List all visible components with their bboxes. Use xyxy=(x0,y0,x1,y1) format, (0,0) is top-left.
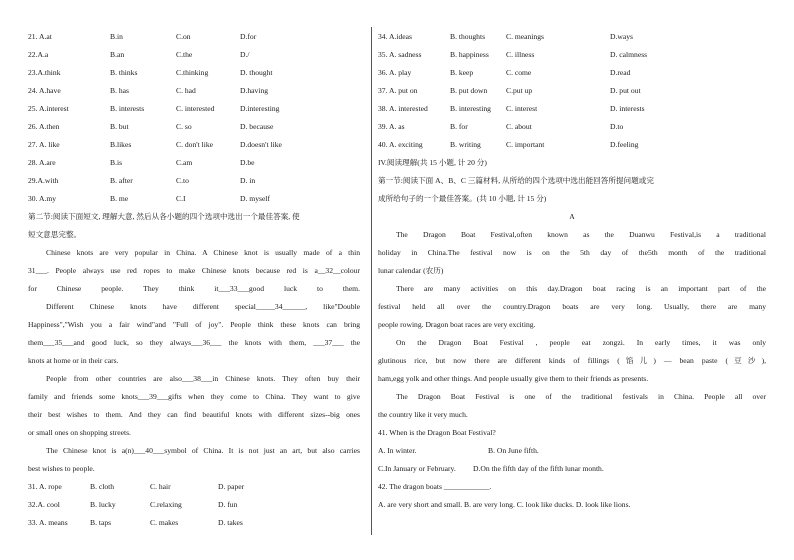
option-a: 21. A.at xyxy=(28,32,52,41)
section2-instruction-line1: 第二节:阅读下面短文, 理解大意, 然后从各小题的四个选项中选出一个最佳答案, 使 xyxy=(28,212,300,221)
option-c: C. had xyxy=(176,86,196,95)
passage-line: festival held all over the country.Dragon boats are very long. Usually, there are many xyxy=(378,302,766,311)
passage-line: knots at home or in their cars. xyxy=(28,356,119,365)
option-b: B. after xyxy=(110,176,133,185)
option-c: C. don't like xyxy=(176,140,214,149)
option-c: C.thinking xyxy=(176,68,209,77)
option-b: B.in xyxy=(110,32,123,41)
passage-line: people rowing. Dragon boat races are very exciting. xyxy=(378,320,536,329)
question-42: 42. The dragon boats ____________. xyxy=(378,482,492,491)
option-d: D. paper xyxy=(218,482,245,491)
passage-line: glutinous rice, but now there are different kinds of fillings (馅儿) — bean paste (豆沙), xyxy=(378,356,766,365)
option-b: B.an xyxy=(110,50,125,59)
q41-option-b: B. On June fifth. xyxy=(488,446,539,455)
column-divider xyxy=(371,27,372,535)
option-row xyxy=(378,28,766,46)
q41-option-a: A. In winter. xyxy=(378,446,417,455)
dragon-boat-passage xyxy=(378,226,766,424)
option-row xyxy=(378,118,766,136)
passage-line: holiday in China.The festival now is on the 5th day of the5th month of the traditional xyxy=(378,248,766,257)
option-row xyxy=(28,100,360,118)
passage-line: ham,egg yolk and other things. And people usually give them to their friends as presents. xyxy=(378,374,649,383)
left-column xyxy=(28,28,360,532)
option-row xyxy=(28,478,360,496)
passage-label: A xyxy=(569,212,575,221)
option-c: C. meanings xyxy=(506,32,544,41)
passage-line: There are many activities on this day.Dragon boat racing is an important part of the xyxy=(396,284,766,293)
option-d: D. calmness xyxy=(610,50,648,59)
option-b: B. interests xyxy=(110,104,145,113)
option-a: 37. A. put on xyxy=(378,86,418,95)
option-d: D. interests xyxy=(610,104,645,113)
option-row xyxy=(378,100,766,118)
question-42-options: A. are very short and small. B. are very long. C. look like ducks. D. look like lions. xyxy=(378,500,631,509)
option-row xyxy=(28,190,360,208)
passage-line: The Dragon Boat Festival is one of the traditional festivals in China. People all over xyxy=(396,392,766,401)
option-row xyxy=(28,136,360,154)
passage-line: Different Chinese knots have different special_____34______, like"Double xyxy=(46,302,360,311)
option-a: 33. A. means xyxy=(28,518,68,527)
options-21-30 xyxy=(28,28,360,208)
option-c: C. illness xyxy=(506,50,535,59)
passage-line: 31___. People always use red ropes to make Chinese knots because red is a__32__colour xyxy=(28,266,360,275)
passage-line: The Dragon Boat Festival,often known as the Duanwu Festival,is a traditional xyxy=(396,230,766,239)
passage-line: People from other countries are also___38___in Chinese knots. They often buy their xyxy=(46,374,360,383)
passage-line: or small ones on shopping streets. xyxy=(28,428,131,437)
option-a: 30. A.my xyxy=(28,194,57,203)
option-b: B. put down xyxy=(450,86,488,95)
option-b: B. me xyxy=(110,194,129,203)
option-a: 39. A. as xyxy=(378,122,405,131)
option-row xyxy=(28,46,360,64)
option-row xyxy=(378,46,766,64)
option-d: D.interesting xyxy=(240,104,280,113)
passage-line: family and friends some knots___39___gifts when they come to China. They want to give xyxy=(28,392,360,401)
option-b: B.is xyxy=(110,158,123,167)
option-c: C. so xyxy=(176,122,192,131)
section4-instruction-line1: 第一节:阅读下面 A、B、C 三篇材料, 从所给的四个选项中选出能回答所提问题或完 xyxy=(378,176,654,185)
option-c: C. interested xyxy=(176,104,215,113)
option-b: B. thoughts xyxy=(450,32,486,41)
option-a: 26. A.then xyxy=(28,122,60,131)
question-41: 41. When is the Dragon Boat Festival? xyxy=(378,428,496,437)
passage-line: the country like it very much. xyxy=(378,410,468,419)
section2-instruction-line2: 短文意思完整。 xyxy=(28,230,82,239)
option-row xyxy=(378,64,766,82)
option-c: C. important xyxy=(506,140,545,149)
option-row xyxy=(28,118,360,136)
option-d: D.having xyxy=(240,86,269,95)
option-c: C. come xyxy=(506,68,532,77)
option-d: D. in xyxy=(240,176,256,185)
option-b: B. has xyxy=(110,86,129,95)
passage-line: for Chinese people. They think it___33___good luck to them. xyxy=(28,284,360,293)
option-row xyxy=(28,28,360,46)
option-c: C. makes xyxy=(150,518,179,527)
option-row xyxy=(28,514,360,532)
option-d: D. because xyxy=(240,122,274,131)
option-b: B. writing xyxy=(450,140,481,149)
option-c: C.the xyxy=(176,50,193,59)
option-row xyxy=(28,64,360,82)
option-c: C.put up xyxy=(506,86,533,95)
option-c: C. hair xyxy=(150,482,171,491)
option-d: D.be xyxy=(240,158,255,167)
option-c: C.am xyxy=(176,158,193,167)
option-c: C.on xyxy=(176,32,191,41)
passage-line: lunar calendar (农历) xyxy=(378,266,444,275)
option-c: C.I xyxy=(176,194,186,203)
option-b: B. thinks xyxy=(110,68,138,77)
passage-line: The Chinese knot is a(n)___40___symbol of China. It is not just an art, but also carries xyxy=(46,446,360,455)
option-d: D.read xyxy=(610,68,631,77)
option-a: 24. A.have xyxy=(28,86,61,95)
option-a: 35. A. sadness xyxy=(378,50,422,59)
passage-line: Happiness","Wish you a fair wind"and "Full of joy". People think these knots can bring xyxy=(28,320,360,329)
passage-line: them___35___and good luck, so they always___36___ the knots with them, ___37___ the xyxy=(28,338,360,347)
question-41-options-row1 xyxy=(378,442,766,460)
option-b: B. cloth xyxy=(90,482,115,491)
option-d: D.doesn't like xyxy=(240,140,282,149)
option-a: 28. A.are xyxy=(28,158,56,167)
option-b: B. interesting xyxy=(450,104,491,113)
options-34-40 xyxy=(378,28,766,154)
option-a: 27. A. like xyxy=(28,140,60,149)
option-d: D.ways xyxy=(610,32,633,41)
knots-passage xyxy=(28,244,360,478)
option-row xyxy=(28,154,360,172)
option-c: C.relaxing xyxy=(150,500,182,509)
option-d: D./ xyxy=(240,50,250,59)
q41-option-d: D.On the fifth day of the fifth lunar month. xyxy=(473,464,604,473)
q41-option-c: C.In January or February. xyxy=(378,464,456,473)
option-b: B. taps xyxy=(90,518,112,527)
section4-title: IV.阅读理解(共 15 小题, 计 20 分) xyxy=(378,158,487,167)
option-row xyxy=(28,82,360,100)
question-41-options-row2 xyxy=(378,460,766,478)
option-c: C.to xyxy=(176,176,189,185)
option-row xyxy=(28,496,360,514)
option-d: D. put out xyxy=(610,86,641,95)
option-a: 25. A.interest xyxy=(28,104,69,113)
passage-line: On the Dragon Boat Festival , people eat zongzi. In early times, it was only xyxy=(396,338,766,347)
passage-line: best wishes to people. xyxy=(28,464,95,473)
option-d: D. takes xyxy=(218,518,243,527)
option-a: 22.A.a xyxy=(28,50,49,59)
option-c: C. interest xyxy=(506,104,538,113)
option-b: B. lucky xyxy=(90,500,116,509)
option-row xyxy=(28,172,360,190)
option-d: D. myself xyxy=(240,194,270,203)
option-a: 29.A.with xyxy=(28,176,59,185)
option-a: 38. A. interested xyxy=(378,104,428,113)
option-d: D. thought xyxy=(240,68,273,77)
option-a: 34. A.ideas xyxy=(378,32,412,41)
option-d: D.feeling xyxy=(610,140,639,149)
right-column xyxy=(378,28,766,514)
option-c: C. about xyxy=(506,122,532,131)
option-b: B. keep xyxy=(450,68,474,77)
option-row xyxy=(378,136,766,154)
option-a: 40. A. exciting xyxy=(378,140,423,149)
option-d: D.for xyxy=(240,32,257,41)
option-b: B. happiness xyxy=(450,50,489,59)
section4-instruction-line2: 成所给句子的一个最佳答案。(共 10 小题, 计 15 分) xyxy=(378,194,547,203)
option-a: 23.A.think xyxy=(28,68,61,77)
option-b: B. but xyxy=(110,122,129,131)
option-d: D. fun xyxy=(218,500,238,509)
option-a: 32.A. cool xyxy=(28,500,60,509)
option-a: 36. A. play xyxy=(378,68,412,77)
option-a: 31. A. rope xyxy=(28,482,62,491)
options-31-33 xyxy=(28,478,360,532)
option-b: B. for xyxy=(450,122,468,131)
passage-line: Chinese knots are very popular in China. A Chinese knot is usually made of a thin xyxy=(46,248,360,257)
passage-line: their best wishes to them. And they can find beautiful knots with different sizes--big ones xyxy=(28,410,360,419)
option-d: D.to xyxy=(610,122,624,131)
option-b: B.likes xyxy=(110,140,132,149)
option-row xyxy=(378,82,766,100)
